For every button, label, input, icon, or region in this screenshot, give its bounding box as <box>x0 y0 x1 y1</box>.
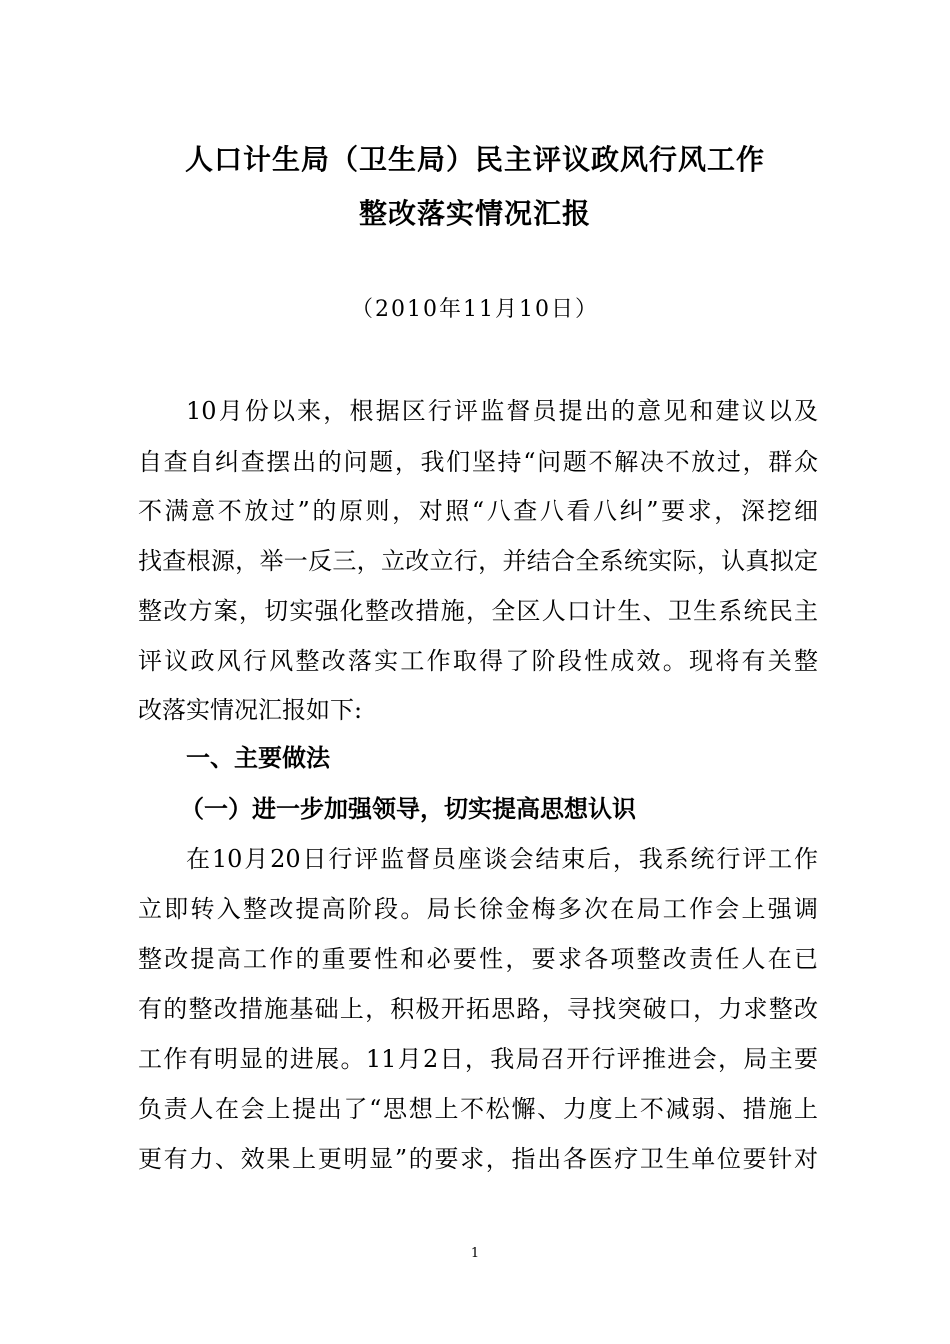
body-line: 工作有明显的进展。11月2日，我局召开行评推进会，局主要 <box>138 1045 818 1073</box>
document-title-line-2: 整改落实情况汇报 <box>358 197 591 230</box>
document-title-line-1: 人口计生局（卫生局）民主评议政风行风工作 <box>184 143 765 176</box>
subsection-heading: （一）进一步加强领导，切实提高思想认识 <box>180 795 636 823</box>
intro-line: 自查自纠查摆出的问题，我们坚持“问题不解决不放过，群众 <box>138 448 818 476</box>
body-line: 在10月20日行评监督员座谈会结束后，我系统行评工作 <box>186 845 818 873</box>
intro-line: 不满意不放过”的原则，对照“八查八看八纠”要求，深挖细 <box>138 497 818 525</box>
intro-line: 整改方案，切实强化整改措施，全区人口计生、卫生系统民主 <box>138 597 818 625</box>
section-heading: 一、主要做法 <box>186 744 330 772</box>
body-line: 更有力、效果上更明显”的要求，指出各医疗卫生单位要针对 <box>138 1145 818 1173</box>
intro-line: 找查根源，举一反三，立改立行，并结合全系统实际，认真拟定 <box>138 547 818 575</box>
body-line: 整改提高工作的重要性和必要性，要求各项整改责任人在已 <box>138 945 818 973</box>
body-line: 立即转入整改提高阶段。局长徐金梅多次在局工作会上强调 <box>138 895 818 923</box>
document-date: （2010年11月10日） <box>351 297 599 322</box>
page-number: 1 <box>470 1246 480 1261</box>
body-line: 有的整改措施基础上，积极开拓思路，寻找突破口，力求整改 <box>138 995 818 1023</box>
intro-line: 改落实情况汇报如下: <box>138 696 363 724</box>
intro-line: 10月份以来，根据区行评监督员提出的意见和建议以及 <box>186 397 818 425</box>
intro-line: 评议政风行风整改落实工作取得了阶段性成效。现将有关整 <box>138 647 818 675</box>
body-line: 负责人在会上提出了“思想上不松懈、力度上不减弱、措施上 <box>138 1095 818 1123</box>
